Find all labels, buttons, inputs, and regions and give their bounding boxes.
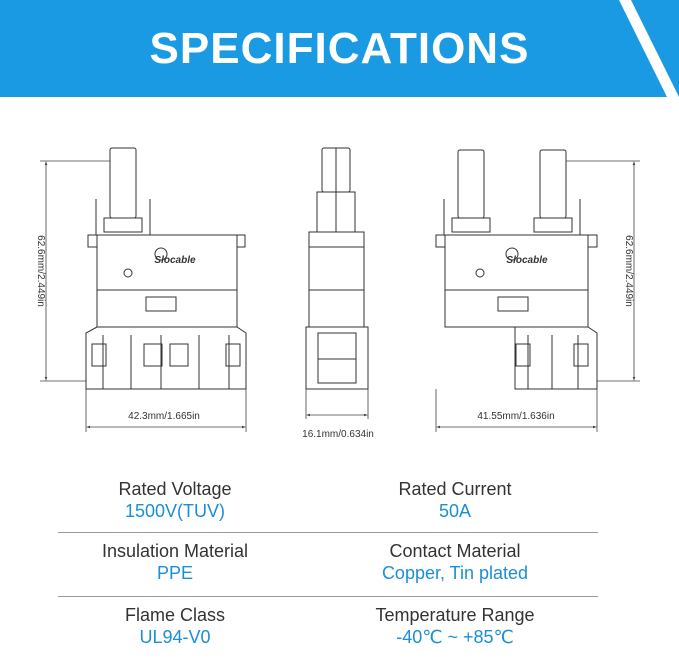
brand-label-front: Slocable bbox=[154, 255, 196, 266]
side-view-drawing bbox=[306, 148, 368, 389]
spec-row bbox=[0, 468, 679, 530]
spec-cell-rated-current bbox=[305, 468, 605, 522]
spec-value: 50A bbox=[438, 501, 472, 521]
spec-label: Flame Class bbox=[124, 605, 226, 625]
width-dimension-front-label: 42.3mm/1.665in bbox=[128, 411, 200, 422]
spec-cell-rated-voltage bbox=[25, 468, 325, 522]
spec-row bbox=[0, 594, 679, 658]
spec-value: Copper, Tin plated bbox=[381, 563, 529, 583]
spec-value: -40℃ ~ +85℃ bbox=[396, 627, 514, 647]
back-view-drawing bbox=[436, 150, 597, 389]
spec-cell-insulation-material bbox=[25, 530, 325, 584]
width-dimension-side bbox=[306, 389, 368, 419]
header-banner bbox=[0, 0, 679, 97]
technical-drawing bbox=[0, 97, 679, 457]
specifications-table bbox=[0, 468, 679, 658]
spec-cell-contact-material bbox=[305, 530, 605, 584]
spec-value: 1500V(TUV) bbox=[124, 501, 226, 521]
spec-row bbox=[0, 530, 679, 594]
width-dimension-back-label: 41.55mm/1.636in bbox=[477, 411, 555, 422]
spec-value: PPE bbox=[156, 563, 194, 583]
width-dimension-side-label: 16.1mm/0.634in bbox=[302, 429, 374, 440]
front-view-drawing bbox=[86, 148, 246, 389]
spec-label: Rated Voltage bbox=[118, 479, 232, 499]
brand-label-back: Slocable bbox=[506, 255, 548, 266]
spec-label: Contact Material bbox=[389, 541, 521, 561]
height-dimension-right-label: 62.6mm/2.449in bbox=[623, 235, 634, 307]
page-title: SPECIFICATIONS bbox=[149, 24, 530, 73]
spec-label: Insulation Material bbox=[101, 541, 249, 561]
spec-value: UL94-V0 bbox=[139, 627, 211, 647]
spec-cell-temperature-range bbox=[305, 594, 605, 648]
spec-label: Temperature Range bbox=[375, 605, 535, 625]
height-dimension-left-label: 62.6mm/2.449in bbox=[35, 235, 46, 307]
spec-label: Rated Current bbox=[398, 479, 512, 499]
spec-cell-flame-class bbox=[25, 594, 325, 648]
